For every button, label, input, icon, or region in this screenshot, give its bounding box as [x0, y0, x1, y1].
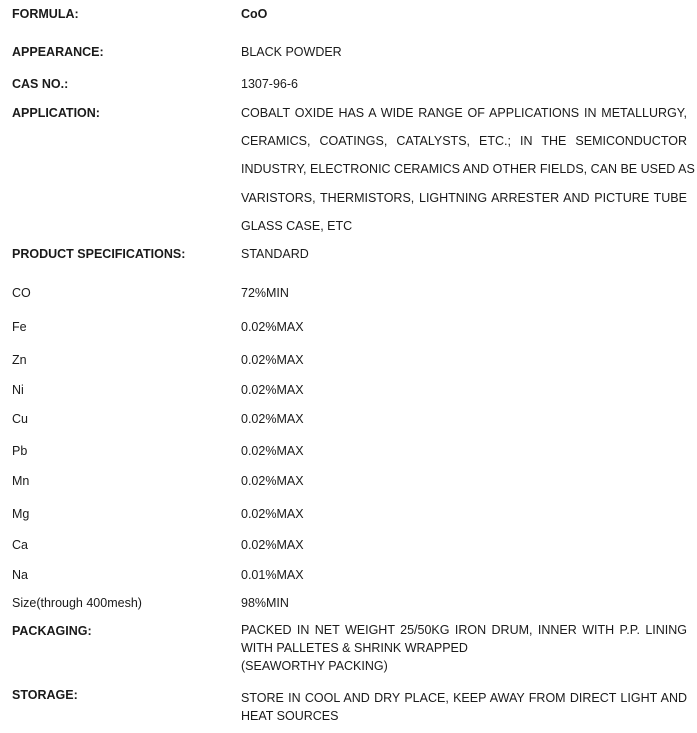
application-line: COBALT OXIDE HAS A WIDE RANGE OF APPLICATIONS IN METALLURGY,: [241, 106, 687, 120]
application-label: APPLICATION:: [12, 106, 100, 120]
spec-value-cu: 0.02%MAX: [241, 412, 304, 426]
appearance-value: BLACK POWDER: [241, 45, 342, 59]
spec-item-co: CO: [12, 286, 31, 300]
application-line: CERAMICS, COATINGS, CATALYSTS, ETC.; IN THE SEMICONDUCTOR: [241, 134, 687, 149]
spec-item-ca: Ca: [12, 538, 28, 552]
application-text: [241, 105, 695, 246]
formula-label: FORMULA:: [12, 7, 79, 21]
spec-item-pb: Pb: [12, 444, 28, 458]
appearance-label: APPEARANCE:: [12, 45, 104, 59]
packaging-label: PACKAGING:: [12, 624, 92, 638]
spec-value-pb: 0.02%MAX: [241, 444, 304, 458]
spec-value-co: 72%MIN: [241, 286, 289, 300]
spec-value-size: 98%MIN: [241, 596, 289, 610]
spec-item-size: Size(through 400mesh): [12, 596, 142, 610]
packaging-line: WITH PALLETES & SHRINK WRAPPED: [241, 641, 468, 655]
cas-label: CAS NO.:: [12, 77, 69, 91]
application-line: INDUSTRY, ELECTRONIC CERAMICS AND OTHER FIELDS, CAN BE USED AS: [241, 162, 695, 177]
formula-value: CoO: [241, 7, 268, 21]
spec-value-ca: 0.02%MAX: [241, 538, 304, 552]
spec-value-mg: 0.02%MAX: [241, 507, 304, 521]
spec-value-ni: 0.02%MAX: [241, 383, 304, 397]
packaging-line: PACKED IN NET WEIGHT 25/50KG IRON DRUM, INNER WITH P.P. LINING: [241, 623, 687, 637]
storage-text: [241, 689, 687, 725]
spec-item-fe: Fe: [12, 320, 27, 334]
spec-item-cu: Cu: [12, 412, 28, 426]
spec-value-mn: 0.02%MAX: [241, 474, 304, 488]
spec-item-mg: Mg: [12, 507, 30, 521]
spec-item-ni: Ni: [12, 383, 24, 397]
spec-item-na: Na: [12, 568, 28, 582]
spec-item-mn: Mn: [12, 474, 30, 488]
packaging-line: (SEAWORTHY PACKING): [241, 659, 388, 673]
packaging-text: [241, 621, 687, 675]
storage-label: STORAGE:: [12, 688, 78, 702]
spec-value-zn: 0.02%MAX: [241, 353, 304, 367]
cas-value: 1307-96-6: [241, 77, 298, 91]
storage-line: HEAT SOURCES: [241, 709, 339, 723]
spec-item-zn: Zn: [12, 353, 27, 367]
storage-line: STORE IN COOL AND DRY PLACE, KEEP AWAY FROM DIRECT LIGHT AND: [241, 691, 687, 705]
specifications-standard: STANDARD: [241, 247, 309, 261]
specifications-label: PRODUCT SPECIFICATIONS:: [12, 247, 186, 261]
spec-value-fe: 0.02%MAX: [241, 320, 304, 334]
spec-value-na: 0.01%MAX: [241, 568, 304, 582]
application-line: VARISTORS, THERMISTORS, LIGHTNING ARRESTER AND PICTURE TUBE: [241, 190, 687, 205]
application-line: GLASS CASE, ETC: [241, 218, 353, 233]
